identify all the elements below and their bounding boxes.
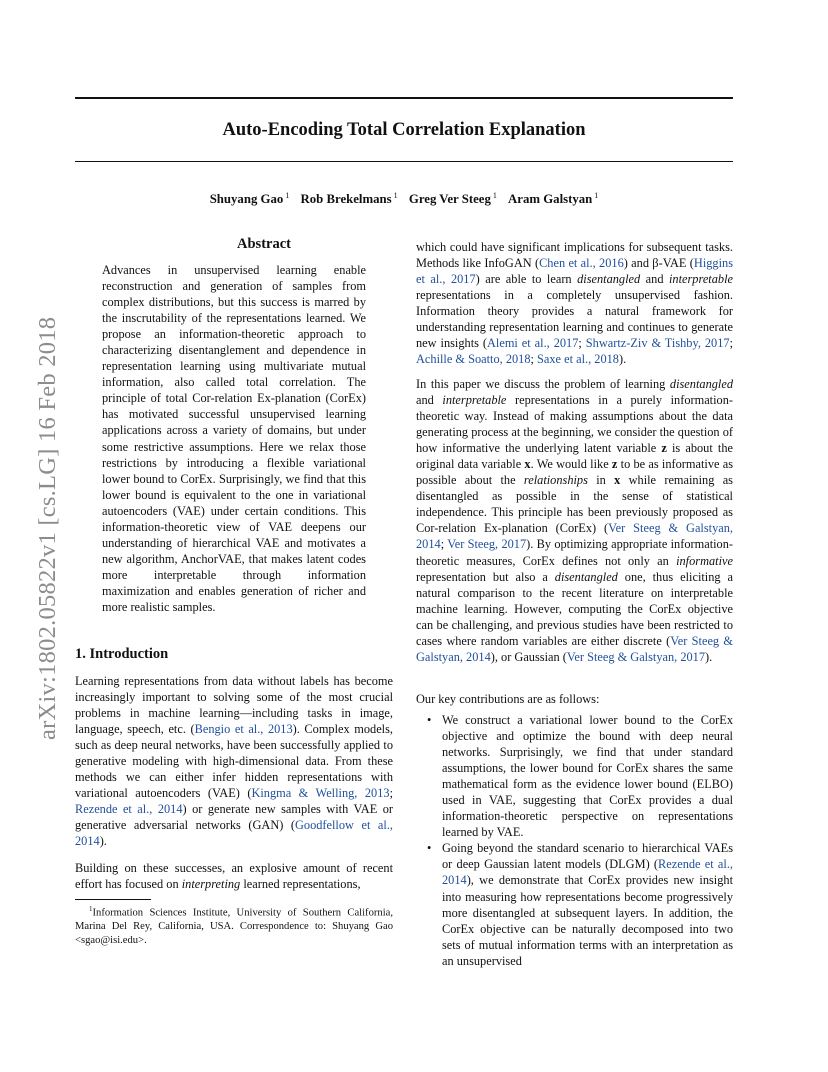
intro-heading: 1. Introduction bbox=[75, 646, 169, 662]
author: Rob Brekelmans $^1$ bbox=[300, 191, 398, 207]
intro-paragraph-1: Learning representations from data without labels has become increasingly important to solving some of the most crucial problems in machine learning—including tasks in image, language, speech, etc. (Bengio et al., 2013). Complex models, such as deep neural networks, have been successfully applied to generative modeling with high-dimensional data. From these methods we can either infer hidden representations with variational autoencoders (VAE) (Kingma & Welling, 2013; Rezende et al., 2014) or generate new samples with VAE or generative adversarial networks (GAN) (Goodfellow et al., 2014). bbox=[75, 674, 393, 849]
author-list bbox=[75, 191, 733, 207]
citation-link[interactable]: Higgins et al., 2017 bbox=[416, 256, 733, 287]
citation-link[interactable]: Ver Steeg & Galstyan, 2017 bbox=[566, 649, 706, 664]
list-item: • We construct a variational lower bound to the CorEx objective and optimize the bound with deep neural networks. Surprisingly, we find that under standard assumptions, the lower bound for CorEx shares the same mathematical form as the evidence lower bound (ELBO) used in VAE, suggesting that CorEx provides a dual information-theoretic perspective on representations learned by VAE. bbox=[416, 712, 733, 840]
author: Shuyang Gao $^1$ bbox=[209, 191, 290, 207]
citation-link[interactable]: Saxe et al., 2018 bbox=[537, 352, 619, 367]
title-bottom-rule bbox=[75, 161, 733, 162]
contributions-list bbox=[416, 712, 733, 969]
footnote: $^1$Information Sciences Institute, University of Southern California, Marina Del Rey, California, USA. Correspondence to: Shuyang Gao <sgao@isi.edu>. bbox=[75, 905, 393, 946]
abstract-body bbox=[102, 262, 366, 615]
right-paragraph-1: which could have significant implications for subsequent tasks. Methods like InfoGAN (Chen et al., 2016) and β-VAE (Higgins et al., 2017) are able to learn disentangled and interpretable representations in a completely unsupervised fashion. Information theory provides a natural framework for understanding representation learning and continues to generate new insights (Alemi et al., 2017; Shwartz-Ziv & Tishby, 2017; Achille & Soatto, 2018; Saxe et al., 2018). bbox=[416, 240, 734, 367]
citation-link[interactable]: Rezende et al., 2014 bbox=[442, 857, 733, 888]
list-item: • Going beyond the standard scenario to hierarchical VAEs or deep Gaussian latent models (DLGM) (Rezende et al., 2014), we demonstrate that CorEx provides new insight into measuring how representations become progressively more disentangled at subsequent layers. In addition, the CorEx objective can be naturally decomposed into two sets of mutual information terms with an interpretation as an unsupervised bbox=[416, 840, 733, 968]
citation-link[interactable]: Shwartz-Ziv & Tishby, 2017 bbox=[585, 336, 730, 351]
citation-link[interactable]: Kingma & Welling, 2013 bbox=[251, 786, 390, 801]
citation-link[interactable]: Ver Steeg & Galstyan, 2014 bbox=[416, 633, 733, 664]
right-paragraph-2: In this paper we discuss the problem of learning disentangled and interpretable representations in a purely information-theoretic way. Instead of making assumptions about the data generating process at the beginning, we consider the question of how informative the underlying latent variable z is about the original data variable x. We would like z to be as informative as possible about the relationships in x while remaining as disentangled as possible in the sense of statistical independence. This principle has been previously proposed as Cor-relation Ex-planation (CorEx) (Ver Steeg & Galstyan, 2014; Ver Steeg, 2017). By optimizing appropriate information-theoretic measures, CorEx defines not only an informative representation but also a disentangled one, thus eliciting a natural comparison to the recent literature on interpretable machine learning. However, computing the CorEx objective can be challenging, and previous studies have been restricted to cases where random variables are either discrete (Ver Steeg & Galstyan, 2014), or Gaussian (Ver Steeg & Galstyan, 2017). bbox=[416, 377, 734, 664]
citation-link[interactable]: Achille & Soatto, 2018 bbox=[416, 352, 531, 367]
citation-link[interactable]: Goodfellow et al., 2014 bbox=[75, 818, 393, 849]
paper-title: Auto-Encoding Total Correlation Explanation bbox=[222, 120, 586, 140]
author: Greg Ver Steeg $^1$ bbox=[408, 191, 497, 207]
citation-link[interactable]: Rezende et al., 2014 bbox=[75, 802, 183, 817]
arxiv-stamp: arXiv:1802.05822v1 [cs.LG] 16 Feb 2018 bbox=[34, 316, 61, 740]
abstract-text: Advances in unsupervised learning enable reconstruction and generation of samples from complex distributions, but this success is marred by the inscrutability of the representations learned. We propose an information-theoretic approach to characterizing disentanglement and dependence in representation learning using multivariate mutual information, also called total correlation. The principle of total Cor-relation Ex-planation (CorEx) has motivated successful unsupervised learning applications across a variety of domains, but under some restrictive assumptions. Here we relax those restrictions by introducing a flexible variational lower bound to CorEx. Surprisingly, we find that this lower bound is equivalent to the one in variational autoencoders (VAE) under certain conditions. This information-theoretic view of VAE deepens our understanding of hierarchical VAE and motivates a new algorithm, AnchorVAE, that makes latent codes more interpretable through information maximization and enables generation of richer and more realistic samples. bbox=[102, 263, 366, 614]
citation-link[interactable]: Bengio et al., 2013 bbox=[194, 722, 293, 737]
citation-link[interactable]: Chen et al., 2016 bbox=[539, 256, 624, 271]
citation-link[interactable]: Alemi et al., 2017 bbox=[487, 336, 579, 351]
right-paragraph-3: Our key contributions are as follows: bbox=[416, 692, 600, 706]
footnote-rule bbox=[75, 899, 151, 900]
author: Aram Galstyan $^1$ bbox=[508, 191, 599, 207]
abstract-heading: Abstract bbox=[237, 236, 291, 252]
intro-paragraph-2: Building on these successes, an explosive amount of recent effort has focused on interpreting learned representations, bbox=[75, 861, 393, 892]
citation-link[interactable]: Ver Steeg & Galstyan, 2014 bbox=[416, 521, 733, 552]
top-rule bbox=[75, 97, 733, 99]
citation-link[interactable]: Ver Steeg, 2017 bbox=[447, 537, 527, 552]
